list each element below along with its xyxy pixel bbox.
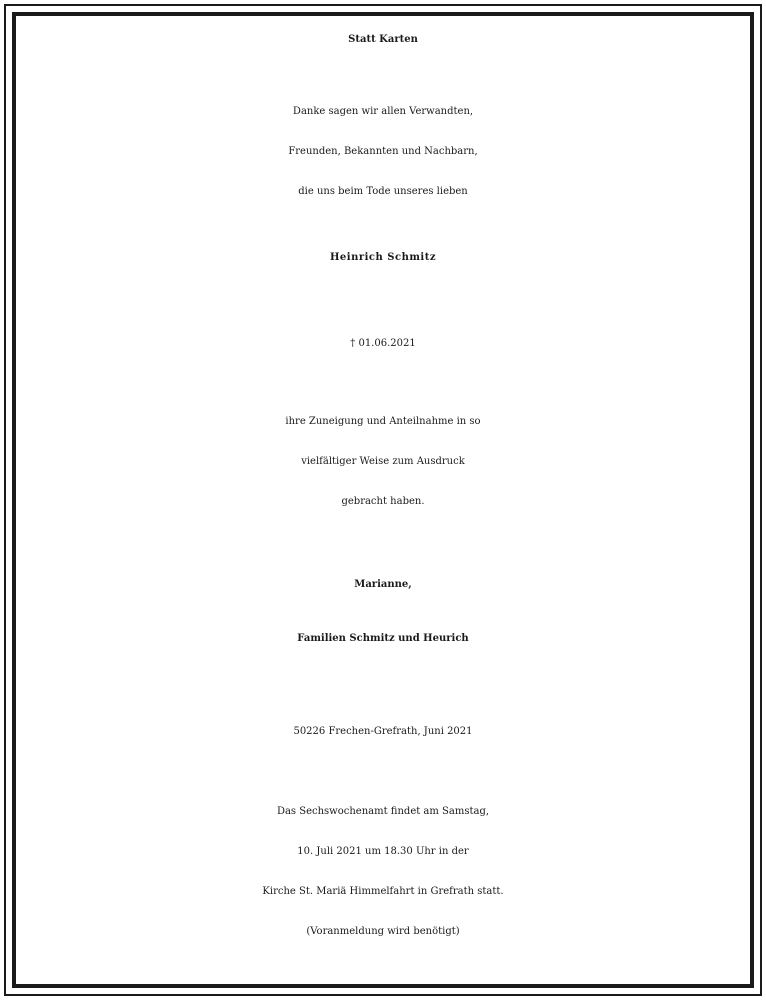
place-date: 50226 Frechen-Grefrath, Juni 2021 — [293, 726, 473, 737]
heading: Statt Karten — [348, 34, 418, 45]
death-date: † 01.06.2021 — [350, 338, 416, 349]
intro-line-2: Freunden, Bekannten und Nachbarn, — [288, 146, 478, 157]
thanks-line-2: vielfältiger Weise zum Ausdruck — [301, 456, 465, 467]
service-line-1: Das Sechswochenamt findet am Samstag, — [276, 806, 490, 817]
obituary-notice — [16, 16, 750, 984]
intro-line-1: Danke sagen wir allen Verwandten, — [292, 106, 474, 117]
signatory-2: Familien Schmitz und Heurich — [297, 633, 469, 644]
signatory-1: Marianne, — [354, 579, 412, 590]
service-line-3: Kirche St. Mariä Himmelfahrt in Grefrath statt. — [262, 886, 504, 897]
thanks-line-1: ihre Zuneigung und Anteilnahme in so — [285, 416, 481, 427]
thanks-line-3: gebracht haben. — [341, 496, 425, 507]
deceased-name: Heinrich Schmitz — [329, 252, 437, 263]
service-line-2: 10. Juli 2021 um 18.30 Uhr in der — [297, 846, 469, 857]
service-line-4: (Voranmeldung wird benötigt) — [306, 926, 460, 937]
intro-line-3: die uns beim Tode unseres lieben — [298, 186, 468, 197]
